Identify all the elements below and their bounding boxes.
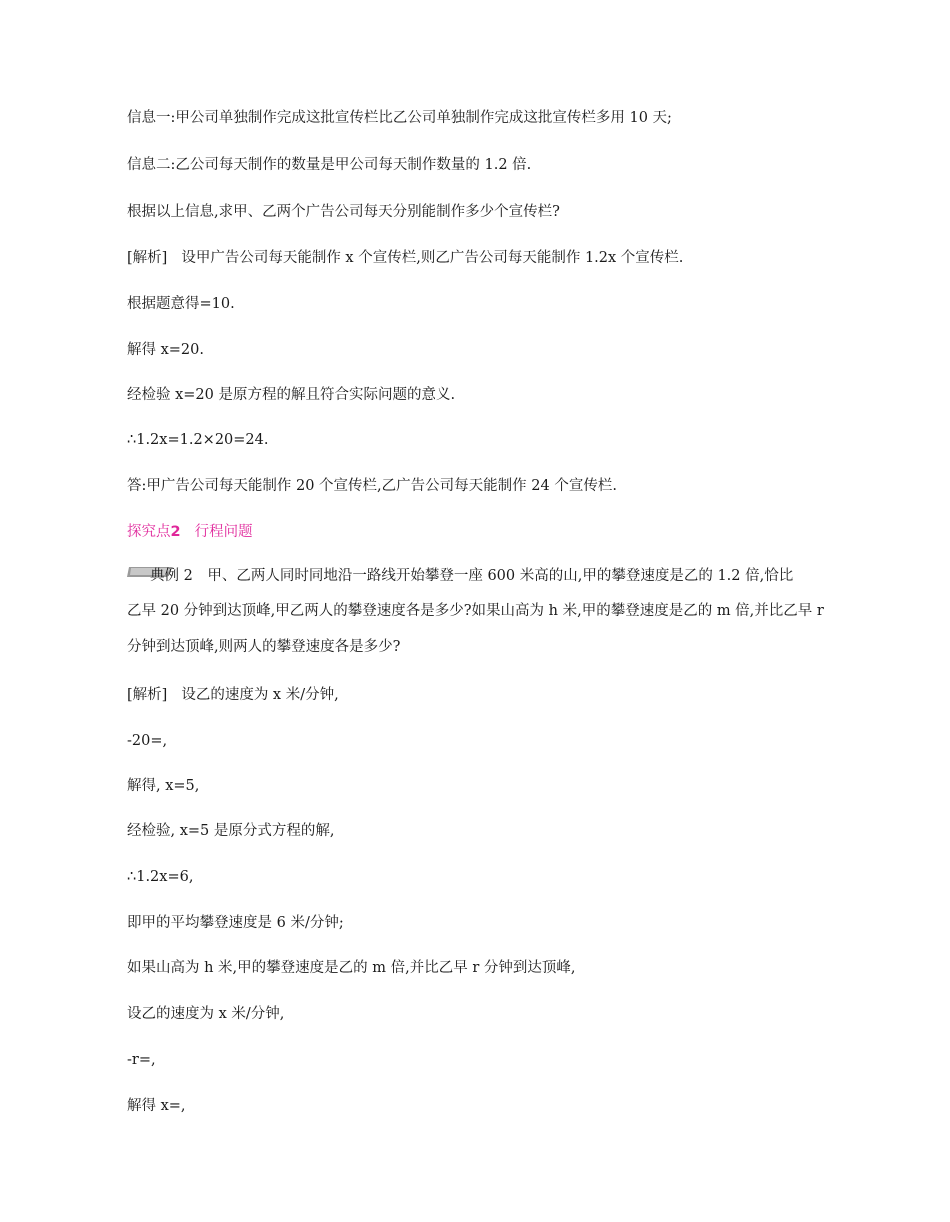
question-line: 根据以上信息,求甲、乙两个广告公司每天分别能制作多少个宣传栏? (127, 204, 560, 220)
general-setup-line: 设乙的速度为 x 米/分钟, (127, 1006, 285, 1022)
analysis-label: [解析] (127, 250, 168, 266)
analysis-text: 设甲广告公司每天能制作 x 个宣传栏,则乙广告公司每天能制作 1.2x 个宣传栏. (181, 250, 684, 266)
check-two-line: 经检验, x=5 是原分式方程的解, (127, 823, 335, 839)
equation-one-line: 根据题意得=10. (127, 296, 235, 312)
analysis-two-line (127, 685, 339, 705)
calc-one-line: ∴1.2x=1.2×20=24. (127, 432, 269, 448)
info-two-line: 信息二:乙公司每天制作的数量是甲公司每天制作数量的 1.2 倍. (127, 157, 532, 173)
general-case-line: 如果山高为 h 米,甲的攀登速度是乙的 m 倍,并比乙早 r 分钟到达顶峰, (127, 960, 576, 976)
solve-one-line: 解得 x=20. (127, 342, 204, 358)
section-title: 行程问题 (194, 524, 253, 540)
check-one-line: 经检验 x=20 是原方程的解且符合实际问题的意义. (127, 387, 456, 403)
speed-line: 即甲的平均攀登速度是 6 米/分钟; (127, 915, 344, 931)
analysis-label: [解析] (127, 687, 168, 703)
section-heading (127, 522, 253, 542)
equation-two-line: -20=, (127, 733, 168, 749)
info-one-line: 信息一:甲公司单独制作完成这批宣传栏比乙公司单独制作完成这批宣传栏多用 10 天; (127, 110, 672, 126)
equation-three-line: -r=, (127, 1052, 156, 1068)
example-two-line-1: 典例 2 甲、乙两人同时同地沿一路线开始攀登一座 600 米高的山,甲的攀登速度是乙的 1.2 倍,恰比 (150, 568, 794, 584)
example-two-line-3: 分钟到达顶峰,则两人的攀登速度各是多少? (127, 639, 401, 655)
section-number: 2 (170, 524, 181, 540)
solve-three-line: 解得 x=, (127, 1098, 186, 1114)
solve-two-line: 解得, x=5, (127, 778, 200, 794)
section-label: 探究点 (127, 524, 171, 540)
answer-one-line: 答:甲广告公司每天能制作 20 个宣传栏,乙广告公司每天能制作 24 个宣传栏. (127, 478, 617, 494)
example-two-line-2: 乙早 20 分钟到达顶峰,甲乙两人的攀登速度各是多少?如果山高为 h 米,甲的攀登速度是乙的 m 倍,并比乙早 r (127, 603, 824, 619)
analysis-text: 设乙的速度为 x 米/分钟, (181, 687, 339, 703)
calc-two-line: ∴1.2x=6, (127, 869, 194, 885)
analysis-one-line (127, 248, 683, 268)
